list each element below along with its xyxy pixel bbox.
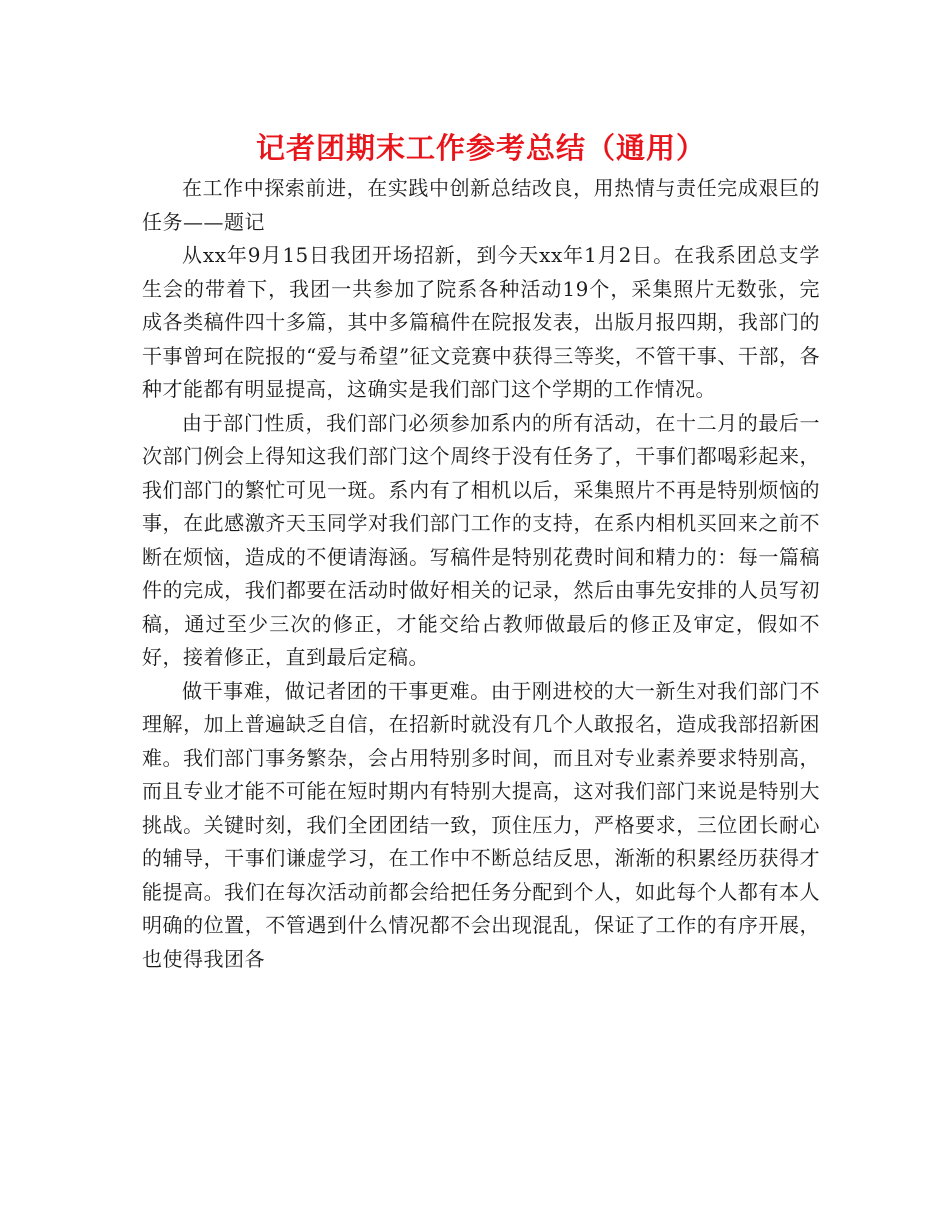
paragraph-1: 从xx年9月15日我团开场招新，到今天xx年1月2日。在我系团总支学生会的带着下，我团一共参加了院系各种活动19个，采集照片无数张，完成各类稿件四十多篇，其中多篇稿件在院报发表，出版月报四期，我部门的干事曾珂在院报的“爱与希望”征文竞赛中获得三等奖，不管干事、干部，各种才能都有明显提高，这确实是我们部门这个学期的工作情况。 <box>142 243 820 401</box>
paragraph-3: 做干事难，做记者团的干事更难。由于刚进校的大一新生对我们部门不理解，加上普遍缺乏自信，在招新时就没有几个人敢报名，造成我部招新困难。我们部门事务繁杂，会占用特别多时间，而且对专业素养要求特别高，而且专业才能不可能在短时期内有特别大提高，这对我们部门来说是特别大挑战。关键时刻，我们全团团结一致，顶住压力，严格要求，三位团长耐心的辅导，干事们谦虚学习，在工作中不断总结反思，渐渐的积累经历获得才能提高。我们在每次活动前都会给把任务分配到个人，如此每个人都有本人明确的位置，不管遇到什么情况都不会出现混乱，保证了工作的有序开展，也使得我团各 <box>142 678 820 971</box>
paragraph-2: 由于部门性质，我们部门必须参加系内的所有活动，在十二月的最后一次部门例会上得知这我们部门这个周终于没有任务了，干事们都喝彩起来，我们部门的繁忙可见一斑。系内有了相机以后，采集照片不再是特别烦恼的事，在此感激齐天玉同学对我们部门工作的支持，在系内相机买回来之前不断在烦恼，造成的不便请海涵。写稿件是特别花费时间和精力的：每一篇稿件的完成，我们都要在活动时做好相关的记录，然后由事先安排的人员写初稿，通过至少三次的修正，才能交给占教师做最后的修正及审定，假如不好，接着修正，直到最后定稿。 <box>142 410 820 669</box>
paragraph-epigraph: 在工作中探索前进，在实践中创新总结改良，用热情与责任完成艰巨的任务——题记 <box>142 176 820 234</box>
document-title: 记者团期末工作参考总结（通用） <box>255 131 706 165</box>
